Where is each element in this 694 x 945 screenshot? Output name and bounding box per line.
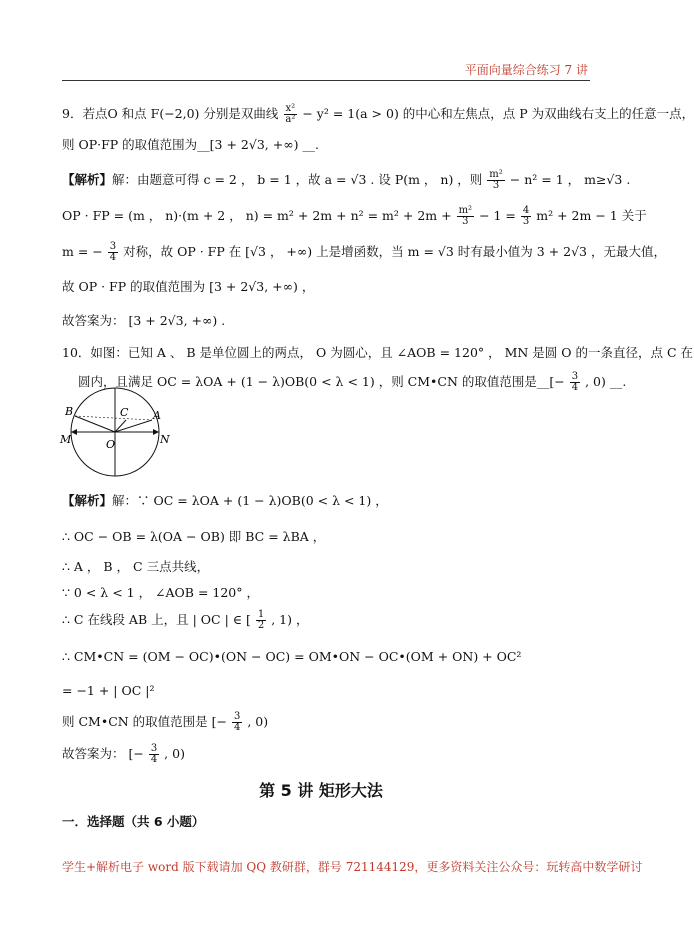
sol9-frac1 [487, 170, 505, 191]
q10-line1: 10．如图：已知 A 、 B 是单位圆上的两点， O 为圆心，且 ∠AOB = 120° ， MN 是圆 O 的一条直径，点 C 在 [62, 345, 694, 360]
sol10-line5 [62, 610, 308, 631]
sol10-l9-pre: 故答案为： [− [62, 746, 144, 761]
sol9-line5: 故答案为： [3 + 2√3, +∞) . [62, 313, 226, 328]
q9-fraction [283, 104, 297, 125]
sol9-line3 [62, 242, 666, 263]
label-N: N [160, 433, 170, 446]
sol10-line6: ∴ CM•CN = (OM − OC)•(ON − OC) = OM•ON − OC•(OM + ON) + OC² [62, 649, 522, 664]
sol10-l9-post: , 0) [164, 746, 185, 761]
sol9-frac3 [521, 206, 531, 227]
sol9-text-post: − n² = 1 ， m≥√3 . [509, 172, 631, 187]
label-C: C [120, 406, 129, 419]
label-M: M [60, 433, 72, 446]
sol10-line9 [62, 744, 185, 765]
sol9-frac1-den: 3 [492, 180, 500, 191]
q10-l2-pre: 圆内，且满足 OC = λOA + (1 − λ)OB(0 < λ < 1) ，则 CM•CN 的取值范围是__[− [78, 374, 565, 389]
sol10-frac2 [232, 712, 242, 733]
section-title: 第 5 讲 矩形大法 [259, 781, 383, 800]
label-A: A [153, 409, 161, 422]
sol10-line1 [62, 492, 388, 510]
sol10-frac3-den: 4 [150, 754, 158, 765]
q9-text-b: − y² = 1(a > 0) 的中心和左焦点，点 P 为双曲线右支上的任意一点， [302, 106, 694, 121]
sol9-l2-pre: OP · FP = (m ， n)·(m + 2 ， n) = m² + 2m + n² = m² + 2m + [62, 208, 452, 223]
q9-frac-num: x² [285, 103, 296, 114]
sol10-line4: ∵ 0 < λ < 1 ， ∠AOB = 120° ， [62, 585, 259, 600]
arrowhead-N [153, 429, 159, 435]
header-divider [62, 80, 590, 81]
sol10-frac2-den: 4 [234, 722, 241, 733]
q10-frac [570, 372, 580, 393]
sol9-l3-post: 对称，故 OP · FP 在 [√3 ， +∞) 上是增函数，当 m = √3 时有最小值为 3 + 2√3 ，无最大值， [123, 244, 666, 259]
sol9-tag: 【解析】 [62, 172, 113, 187]
sol10-frac3 [149, 744, 159, 765]
segment-AB [75, 416, 152, 420]
sol10-l5-post: , 1) ， [271, 612, 309, 627]
sol9-frac4 [108, 242, 118, 263]
sol10-line7: = −1 + | OC |² [62, 683, 155, 698]
q9-line1 [62, 104, 694, 125]
vector-OB [75, 416, 115, 432]
sol10-frac3-num: 3 [150, 743, 158, 754]
sol10-l8-pre: 则 CM•CN 的取值范围是 [− [62, 714, 228, 729]
sol10-tag: 【解析】 [62, 493, 113, 508]
sol9-frac3-num: 4 [522, 205, 530, 216]
q9-line2: 则 OP·FP 的取值范围为__[3 + 2√3, +∞) __. [62, 137, 319, 152]
sol9-l3-pre: m = − [62, 244, 103, 259]
sol9-frac1-num: m² [489, 169, 503, 180]
sol9-line4: 故 OP · FP 的取值范围为 [3 + 2√3, +∞) ， [62, 279, 315, 294]
sol10-l8-post: , 0) [247, 714, 269, 729]
sol10-frac1 [256, 610, 266, 631]
sol10-frac1-den: 2 [257, 620, 265, 631]
sol9-line2 [62, 206, 647, 227]
sol9-frac2-num: m² [458, 205, 473, 216]
q10-l2-post: , 0) __. [585, 374, 627, 389]
sol10-line8 [62, 712, 268, 733]
q10-frac-den: 4 [571, 382, 579, 393]
sol9-frac4-den: 4 [109, 252, 117, 263]
arrowhead-M [71, 429, 77, 435]
section-subtitle: 一．选择题（共 6 小题） [62, 814, 205, 829]
q10-frac-num: 3 [571, 371, 579, 382]
sol10-frac2-num: 3 [234, 711, 241, 722]
footer-note: 学生+解析电子 word 版下载请加 QQ 教研群，群号 721144129，更多资料关注公众号：玩转高中数学研讨 [62, 860, 643, 874]
q9-number: 9．若点 [62, 106, 108, 121]
sol10-l1: 解：∵ OC = λOA + (1 − λ)OB(0 < λ < 1) ， [112, 493, 388, 508]
sol9-frac3-den: 3 [522, 216, 530, 227]
sol10-frac1-num: 1 [257, 609, 265, 620]
sol9-frac2-den: 3 [462, 216, 469, 227]
sol9-text: 解：由题意可得 c = 2 ， b = 1 ，故 a = √3 . 设 P(m ， n) ，则 [112, 172, 483, 187]
sol10-line3: ∴ A ， B ， C 三点共线， [62, 559, 210, 574]
sol10-l5-pre: ∴ C 在线段 AB 上，且 | OC | ∈ [ [62, 612, 251, 627]
label-B: B [65, 405, 74, 418]
unit-circle-diagram [60, 386, 170, 478]
sol10-line2: ∴ OC − OB = λ(OA − OB) 即 BC = λBA ， [62, 529, 326, 544]
q9-frac-den: a² [285, 114, 296, 125]
sol9-frac4-num: 3 [109, 241, 117, 252]
sol9-l2-post: m² + 2m − 1 关于 [536, 208, 647, 223]
label-O: O [106, 438, 116, 451]
header-title: 平面向量综合练习 7 讲 [464, 63, 588, 77]
sol9-l2-mid: − 1 = [479, 208, 516, 223]
q9-text-a: O 和点 F(−2,0) 分别是双曲线 [107, 106, 279, 121]
sol9-line1 [62, 170, 630, 191]
sol9-frac2 [457, 206, 475, 227]
